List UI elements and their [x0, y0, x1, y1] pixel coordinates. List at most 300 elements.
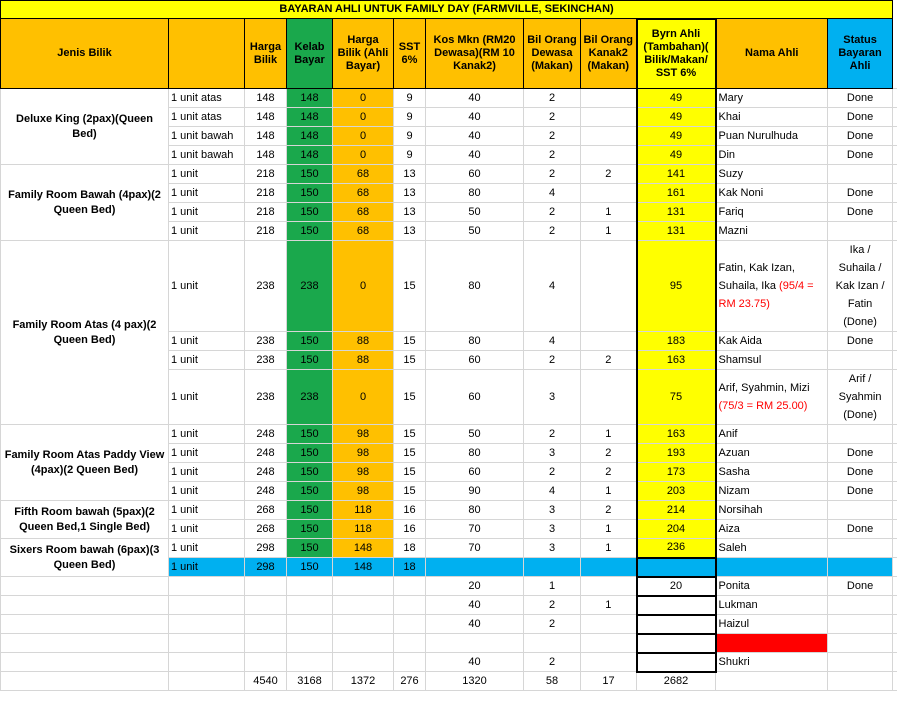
bil-dewasa-cell[interactable]: 3: [524, 539, 581, 558]
bil-kanak-cell[interactable]: [581, 184, 637, 203]
member-name: Fatin, Kak Izan, Suhaila, Ika: [718, 262, 795, 292]
bil-dewasa-cell[interactable]: [524, 558, 581, 577]
kos-makan-cell[interactable]: 60: [426, 463, 524, 482]
kos-makan-cell[interactable]: 20: [426, 577, 524, 596]
sst-cell[interactable]: 15: [394, 463, 426, 482]
status-bayaran-cell[interactable]: [828, 165, 893, 184]
byrn-ahli-cell[interactable]: 193: [637, 444, 716, 463]
byrn-ahli-cell[interactable]: [637, 634, 716, 653]
status-bayaran-cell[interactable]: Done: [828, 520, 893, 539]
total-byrn-ahli: 2682: [637, 672, 716, 691]
kelab-bayar-cell[interactable]: 150: [287, 332, 333, 351]
kelab-bayar-cell[interactable]: 238: [287, 370, 333, 425]
unit-cell[interactable]: 1 unit: [169, 463, 245, 482]
kelab-bayar-cell[interactable]: [287, 577, 333, 596]
unit-cell[interactable]: 1 unit: [169, 241, 245, 332]
bil-dewasa-cell[interactable]: 3: [524, 501, 581, 520]
bil-dewasa-cell[interactable]: 2: [524, 127, 581, 146]
nama-ahli-cell[interactable]: [716, 146, 828, 165]
kelab-bayar-cell[interactable]: [287, 634, 333, 653]
kelab-bayar-cell[interactable]: 148: [287, 146, 333, 165]
byrn-ahli-cell[interactable]: 204: [637, 520, 716, 539]
bil-dewasa-cell[interactable]: 4: [524, 184, 581, 203]
nama-ahli-cell[interactable]: [716, 501, 828, 520]
bil-dewasa-cell[interactable]: 3: [524, 370, 581, 425]
status-bayaran-cell[interactable]: [828, 425, 893, 444]
sst-cell[interactable]: 15: [394, 444, 426, 463]
harga-bilik-cell[interactable]: 218: [245, 203, 287, 222]
sst-cell[interactable]: 15: [394, 241, 426, 332]
byrn-ahli-cell[interactable]: 161: [637, 184, 716, 203]
byrn-ahli-cell[interactable]: 214: [637, 501, 716, 520]
bil-dewasa-cell[interactable]: 2: [524, 615, 581, 634]
kelab-bayar-cell[interactable]: 150: [287, 444, 333, 463]
harga-ahli-bayar-cell[interactable]: 98: [333, 482, 394, 501]
bil-dewasa-cell[interactable]: 2: [524, 596, 581, 615]
byrn-ahli-cell[interactable]: 95: [637, 241, 716, 332]
unit-cell[interactable]: 1 unit: [169, 482, 245, 501]
unit-cell[interactable]: 1 unit: [169, 351, 245, 370]
sst-cell[interactable]: 9: [394, 146, 426, 165]
bil-kanak-cell[interactable]: 2: [581, 351, 637, 370]
sst-cell[interactable]: 9: [394, 89, 426, 108]
status-bayaran-cell[interactable]: Done: [828, 127, 893, 146]
bil-dewasa-cell[interactable]: 2: [524, 146, 581, 165]
byrn-ahli-cell[interactable]: 141: [637, 165, 716, 184]
member-name: Othman: [718, 636, 758, 649]
harga-bilik-cell[interactable]: 268: [245, 501, 287, 520]
unit-cell[interactable]: [169, 596, 245, 615]
status-bayaran-cell[interactable]: Done: [828, 444, 893, 463]
harga-ahli-bayar-cell[interactable]: 98: [333, 425, 394, 444]
kos-makan-cell[interactable]: [426, 634, 524, 653]
byrn-ahli-cell[interactable]: 131: [637, 222, 716, 241]
spare-cell: [893, 203, 897, 222]
unit-cell[interactable]: 1 unit: [169, 539, 245, 558]
sst-cell[interactable]: 13: [394, 203, 426, 222]
status-bayaran-cell[interactable]: Done: [828, 89, 893, 108]
sst-cell[interactable]: 16: [394, 501, 426, 520]
kos-makan-cell[interactable]: 80: [426, 184, 524, 203]
harga-bilik-cell[interactable]: 298: [245, 539, 287, 558]
bil-kanak-cell[interactable]: [581, 89, 637, 108]
unit-cell[interactable]: [169, 653, 245, 672]
bil-kanak-cell[interactable]: 1: [581, 520, 637, 539]
status-bayaran-cell[interactable]: [828, 539, 893, 558]
byrn-ahli-cell[interactable]: [637, 653, 716, 672]
spare-cell: [893, 634, 897, 653]
unit-cell[interactable]: 1 unit: [169, 184, 245, 203]
status-bayaran-cell[interactable]: Done: [828, 184, 893, 203]
status-bayaran-cell[interactable]: [828, 653, 893, 672]
bil-kanak-cell[interactable]: 2: [581, 165, 637, 184]
kos-makan-cell[interactable]: 40: [426, 108, 524, 127]
bil-dewasa-cell[interactable]: 2: [524, 653, 581, 672]
spare-cell: [893, 184, 897, 203]
unit-cell[interactable]: 1 unit: [169, 203, 245, 222]
nama-ahli-cell[interactable]: [716, 634, 828, 653]
byrn-ahli-cell[interactable]: 183: [637, 332, 716, 351]
kelab-bayar-cell[interactable]: 150: [287, 203, 333, 222]
kelab-bayar-cell[interactable]: 148: [287, 108, 333, 127]
nama-ahli-cell[interactable]: [716, 89, 828, 108]
bil-dewasa-cell[interactable]: 2: [524, 351, 581, 370]
bil-kanak-cell[interactable]: [581, 370, 637, 425]
status-bayaran-cell[interactable]: Arif / Syahmin (Done): [828, 370, 893, 425]
member-name: Mazni: [718, 224, 748, 237]
byrn-ahli-cell[interactable]: 203: [637, 482, 716, 501]
sst-cell[interactable]: 9: [394, 108, 426, 127]
harga-bilik-cell[interactable]: [245, 634, 287, 653]
sst-cell[interactable]: 16: [394, 520, 426, 539]
total-kelab-bayar: 3168: [287, 672, 333, 691]
kos-makan-cell[interactable]: 80: [426, 241, 524, 332]
harga-bilik-cell[interactable]: 148: [245, 89, 287, 108]
harga-ahli-bayar-cell[interactable]: 148: [333, 539, 394, 558]
sst-cell[interactable]: 13: [394, 222, 426, 241]
harga-bilik-cell[interactable]: 238: [245, 332, 287, 351]
unit-cell[interactable]: [169, 634, 245, 653]
sst-cell[interactable]: [394, 577, 426, 596]
bil-dewasa-cell[interactable]: 2: [524, 425, 581, 444]
nama-ahli-cell[interactable]: [716, 108, 828, 127]
harga-bilik-cell[interactable]: 148: [245, 108, 287, 127]
harga-bilik-cell[interactable]: [245, 615, 287, 634]
sst-cell[interactable]: 18: [394, 558, 426, 577]
bil-kanak-cell[interactable]: 2: [581, 463, 637, 482]
harga-ahli-bayar-cell[interactable]: 88: [333, 351, 394, 370]
spare-cell: [893, 241, 897, 332]
unit-cell[interactable]: 1 unit: [169, 332, 245, 351]
kelab-bayar-cell[interactable]: 150: [287, 482, 333, 501]
byrn-ahli-cell[interactable]: 49: [637, 89, 716, 108]
bil-kanak-cell[interactable]: 1: [581, 596, 637, 615]
unit-cell[interactable]: 1 unit: [169, 501, 245, 520]
kelab-bayar-cell[interactable]: 150: [287, 520, 333, 539]
unit-cell[interactable]: 1 unit: [169, 222, 245, 241]
kos-makan-cell[interactable]: 40: [426, 89, 524, 108]
kos-makan-cell[interactable]: 60: [426, 370, 524, 425]
status-bayaran-cell[interactable]: Done: [828, 482, 893, 501]
harga-bilik-cell[interactable]: 268: [245, 520, 287, 539]
unit-cell[interactable]: 1 unit bawah: [169, 146, 245, 165]
member-name: Shukri: [718, 655, 750, 668]
kos-makan-cell[interactable]: 40: [426, 146, 524, 165]
harga-bilik-cell[interactable]: 218: [245, 165, 287, 184]
kelab-bayar-cell[interactable]: 150: [287, 425, 333, 444]
payment-note: (75/3 = RM 25.00): [718, 400, 808, 412]
totals-unit-cell: [169, 672, 245, 691]
nama-ahli-cell[interactable]: [716, 520, 828, 539]
unit-cell[interactable]: 1 unit: [169, 558, 245, 577]
unit-cell[interactable]: [169, 615, 245, 634]
bil-kanak-cell[interactable]: [581, 332, 637, 351]
byrn-ahli-cell[interactable]: 163: [637, 351, 716, 370]
harga-ahli-bayar-cell[interactable]: 68: [333, 222, 394, 241]
bil-dewasa-cell[interactable]: 2: [524, 222, 581, 241]
status-bayaran-cell[interactable]: [828, 222, 893, 241]
harga-ahli-bayar-cell[interactable]: 68: [333, 184, 394, 203]
kos-makan-cell[interactable]: 90: [426, 482, 524, 501]
status-bayaran-cell[interactable]: [828, 351, 893, 370]
nama-ahli-cell[interactable]: [716, 241, 828, 332]
harga-bilik-cell[interactable]: 248: [245, 444, 287, 463]
kelab-bayar-cell[interactable]: 150: [287, 463, 333, 482]
byrn-ahli-cell[interactable]: 131: [637, 203, 716, 222]
harga-bilik-cell[interactable]: 248: [245, 425, 287, 444]
kelab-bayar-cell[interactable]: 148: [287, 127, 333, 146]
harga-ahli-bayar-cell[interactable]: 0: [333, 241, 394, 332]
status-bayaran-cell[interactable]: Done: [828, 463, 893, 482]
byrn-ahli-cell[interactable]: 75: [637, 370, 716, 425]
status-bayaran-cell[interactable]: [828, 634, 893, 653]
nama-ahli-cell[interactable]: [716, 444, 828, 463]
harga-bilik-cell[interactable]: 218: [245, 222, 287, 241]
sst-cell[interactable]: 9: [394, 127, 426, 146]
table-row: [1, 425, 897, 444]
sst-cell[interactable]: [394, 634, 426, 653]
unit-cell[interactable]: 1 unit bawah: [169, 127, 245, 146]
byrn-ahli-cell[interactable]: 163: [637, 425, 716, 444]
bil-dewasa-cell[interactable]: 1: [524, 577, 581, 596]
status-bayaran-cell[interactable]: Done: [828, 203, 893, 222]
unit-cell[interactable]: 1 unit: [169, 425, 245, 444]
nama-ahli-cell[interactable]: [716, 577, 828, 596]
harga-ahli-bayar-cell[interactable]: 98: [333, 463, 394, 482]
bil-kanak-cell[interactable]: [581, 577, 637, 596]
nama-ahli-cell[interactable]: [716, 596, 828, 615]
bil-kanak-cell[interactable]: [581, 241, 637, 332]
harga-ahli-bayar-cell[interactable]: 98: [333, 444, 394, 463]
bil-dewasa-cell[interactable]: 2: [524, 463, 581, 482]
nama-ahli-cell[interactable]: [716, 332, 828, 351]
harga-bilik-cell[interactable]: [245, 577, 287, 596]
kelab-bayar-cell[interactable]: [287, 653, 333, 672]
harga-ahli-bayar-cell[interactable]: [333, 653, 394, 672]
nama-ahli-cell[interactable]: [716, 558, 828, 577]
status-bayaran-cell[interactable]: [828, 501, 893, 520]
status-bayaran-cell[interactable]: [828, 596, 893, 615]
kelab-bayar-cell[interactable]: 150: [287, 184, 333, 203]
harga-ahli-bayar-cell[interactable]: 88: [333, 332, 394, 351]
harga-ahli-bayar-cell[interactable]: 68: [333, 165, 394, 184]
kelab-bayar-cell[interactable]: 150: [287, 351, 333, 370]
harga-ahli-bayar-cell[interactable]: [333, 596, 394, 615]
status-bayaran-cell[interactable]: Ika / Suhaila / Kak Izan / Fatin (Done): [828, 241, 893, 332]
nama-ahli-cell[interactable]: [716, 222, 828, 241]
unit-cell[interactable]: [169, 577, 245, 596]
sst-cell[interactable]: [394, 615, 426, 634]
bil-kanak-cell[interactable]: [581, 127, 637, 146]
byrn-ahli-cell[interactable]: 20: [637, 577, 716, 596]
harga-ahli-bayar-cell[interactable]: 148: [333, 558, 394, 577]
unit-cell[interactable]: 1 unit atas: [169, 108, 245, 127]
bil-kanak-cell[interactable]: 1: [581, 425, 637, 444]
bil-kanak-cell[interactable]: 1: [581, 482, 637, 501]
harga-ahli-bayar-cell[interactable]: 118: [333, 501, 394, 520]
unit-cell[interactable]: 1 unit: [169, 370, 245, 425]
bil-kanak-cell[interactable]: [581, 108, 637, 127]
bil-dewasa-cell[interactable]: 2: [524, 203, 581, 222]
nama-ahli-cell[interactable]: [716, 463, 828, 482]
sst-cell[interactable]: 15: [394, 370, 426, 425]
bil-dewasa-cell[interactable]: 2: [524, 108, 581, 127]
kos-makan-cell[interactable]: 40: [426, 615, 524, 634]
byrn-ahli-cell[interactable]: 49: [637, 108, 716, 127]
harga-ahli-bayar-cell[interactable]: [333, 615, 394, 634]
bil-kanak-cell[interactable]: [581, 615, 637, 634]
bil-kanak-cell[interactable]: [581, 558, 637, 577]
byrn-ahli-cell[interactable]: 49: [637, 146, 716, 165]
harga-bilik-cell[interactable]: 248: [245, 482, 287, 501]
member-name: Fariq: [718, 205, 744, 218]
status-bayaran-cell[interactable]: [828, 615, 893, 634]
member-name: Kak Noni: [718, 186, 764, 199]
sst-cell[interactable]: 18: [394, 539, 426, 558]
sst-cell[interactable]: [394, 596, 426, 615]
bil-kanak-cell[interactable]: [581, 634, 637, 653]
room-type-cell: Family Room Atas Paddy View (4pax)(2 Queen Bed): [1, 425, 169, 501]
kelab-bayar-cell[interactable]: 148: [287, 89, 333, 108]
table-row: [1, 577, 897, 596]
harga-bilik-cell[interactable]: 148: [245, 127, 287, 146]
bil-dewasa-cell[interactable]: 3: [524, 520, 581, 539]
bil-dewasa-cell[interactable]: 4: [524, 482, 581, 501]
unit-cell[interactable]: 1 unit atas: [169, 89, 245, 108]
nama-ahli-cell[interactable]: [716, 425, 828, 444]
bil-dewasa-cell[interactable]: [524, 634, 581, 653]
kelab-bayar-cell[interactable]: 150: [287, 165, 333, 184]
kelab-bayar-cell[interactable]: [287, 596, 333, 615]
unit-cell[interactable]: 1 unit: [169, 444, 245, 463]
harga-ahli-bayar-cell[interactable]: [333, 634, 394, 653]
harga-ahli-bayar-cell[interactable]: 0: [333, 108, 394, 127]
nama-ahli-cell[interactable]: [716, 653, 828, 672]
bil-kanak-cell[interactable]: 2: [581, 501, 637, 520]
totals-row: [1, 672, 897, 691]
byrn-ahli-cell[interactable]: 49: [637, 127, 716, 146]
byrn-ahli-cell[interactable]: [637, 615, 716, 634]
kelab-bayar-cell[interactable]: 150: [287, 539, 333, 558]
status-bayaran-cell[interactable]: Done: [828, 108, 893, 127]
kos-makan-cell[interactable]: 70: [426, 520, 524, 539]
status-bayaran-cell[interactable]: Done: [828, 332, 893, 351]
nama-ahli-cell[interactable]: [716, 203, 828, 222]
nama-ahli-cell[interactable]: [716, 370, 828, 425]
bil-kanak-cell[interactable]: 2: [581, 444, 637, 463]
harga-ahli-bayar-cell[interactable]: 0: [333, 370, 394, 425]
member-name: Anif: [718, 427, 738, 440]
kos-makan-cell[interactable]: 80: [426, 444, 524, 463]
harga-bilik-cell[interactable]: 238: [245, 370, 287, 425]
bil-kanak-cell[interactable]: 1: [581, 222, 637, 241]
nama-ahli-cell[interactable]: [716, 539, 828, 558]
harga-bilik-cell[interactable]: 148: [245, 146, 287, 165]
kelab-bayar-cell[interactable]: 238: [287, 241, 333, 332]
spare-cell: [893, 108, 897, 127]
bil-kanak-cell[interactable]: [581, 653, 637, 672]
harga-bilik-cell[interactable]: [245, 596, 287, 615]
harga-bilik-cell[interactable]: 238: [245, 241, 287, 332]
harga-ahli-bayar-cell[interactable]: 68: [333, 203, 394, 222]
unit-cell[interactable]: 1 unit: [169, 165, 245, 184]
harga-ahli-bayar-cell[interactable]: 0: [333, 89, 394, 108]
byrn-ahli-cell[interactable]: [637, 596, 716, 615]
bil-kanak-cell[interactable]: 1: [581, 203, 637, 222]
bil-dewasa-cell[interactable]: 2: [524, 89, 581, 108]
harga-bilik-cell[interactable]: 248: [245, 463, 287, 482]
kos-makan-cell[interactable]: [426, 558, 524, 577]
bil-kanak-cell[interactable]: 1: [581, 539, 637, 558]
kos-makan-cell[interactable]: 80: [426, 332, 524, 351]
kos-makan-cell[interactable]: 50: [426, 425, 524, 444]
spare-cell: [893, 165, 897, 184]
kelab-bayar-cell[interactable]: 150: [287, 222, 333, 241]
kelab-bayar-cell[interactable]: 150: [287, 501, 333, 520]
byrn-ahli-cell[interactable]: 236: [637, 539, 716, 558]
nama-ahli-cell[interactable]: [716, 127, 828, 146]
nama-ahli-cell[interactable]: [716, 165, 828, 184]
sst-cell[interactable]: 15: [394, 482, 426, 501]
kelab-bayar-cell[interactable]: 150: [287, 558, 333, 577]
kos-makan-cell[interactable]: 40: [426, 127, 524, 146]
harga-ahli-bayar-cell[interactable]: [333, 577, 394, 596]
table-row: [1, 615, 897, 634]
harga-ahli-bayar-cell[interactable]: 118: [333, 520, 394, 539]
unit-cell[interactable]: 1 unit: [169, 520, 245, 539]
harga-bilik-cell[interactable]: [245, 653, 287, 672]
sst-cell[interactable]: 15: [394, 332, 426, 351]
bil-dewasa-cell[interactable]: 4: [524, 332, 581, 351]
harga-bilik-cell[interactable]: 238: [245, 351, 287, 370]
bil-dewasa-cell[interactable]: 4: [524, 241, 581, 332]
sst-cell[interactable]: 15: [394, 351, 426, 370]
status-bayaran-cell[interactable]: Done: [828, 146, 893, 165]
status-bayaran-cell[interactable]: Done: [828, 577, 893, 596]
nama-ahli-cell[interactable]: [716, 184, 828, 203]
kos-makan-cell[interactable]: 60: [426, 165, 524, 184]
member-name: Suzy: [718, 167, 743, 180]
sst-cell[interactable]: 13: [394, 184, 426, 203]
status-bayaran-cell[interactable]: [828, 558, 893, 577]
kos-makan-cell[interactable]: 50: [426, 222, 524, 241]
kos-makan-cell[interactable]: 40: [426, 596, 524, 615]
kos-makan-cell[interactable]: 60: [426, 351, 524, 370]
kos-makan-cell[interactable]: 40: [426, 653, 524, 672]
byrn-ahli-cell[interactable]: [637, 558, 716, 577]
kelab-bayar-cell[interactable]: [287, 615, 333, 634]
nama-ahli-cell[interactable]: [716, 351, 828, 370]
kos-makan-cell[interactable]: 50: [426, 203, 524, 222]
kos-makan-cell[interactable]: 80: [426, 501, 524, 520]
bil-dewasa-cell[interactable]: 3: [524, 444, 581, 463]
sst-cell[interactable]: 15: [394, 425, 426, 444]
nama-ahli-cell[interactable]: [716, 615, 828, 634]
byrn-ahli-cell[interactable]: 173: [637, 463, 716, 482]
harga-bilik-cell[interactable]: 218: [245, 184, 287, 203]
kos-makan-cell[interactable]: 70: [426, 539, 524, 558]
spare-cell: [893, 501, 897, 520]
nama-ahli-cell[interactable]: [716, 482, 828, 501]
harga-bilik-cell[interactable]: 298: [245, 558, 287, 577]
harga-ahli-bayar-cell[interactable]: 0: [333, 127, 394, 146]
harga-ahli-bayar-cell[interactable]: 0: [333, 146, 394, 165]
bil-dewasa-cell[interactable]: 2: [524, 165, 581, 184]
sst-cell[interactable]: [394, 653, 426, 672]
sst-cell[interactable]: 13: [394, 165, 426, 184]
spare-cell: [893, 127, 897, 146]
bil-kanak-cell[interactable]: [581, 146, 637, 165]
